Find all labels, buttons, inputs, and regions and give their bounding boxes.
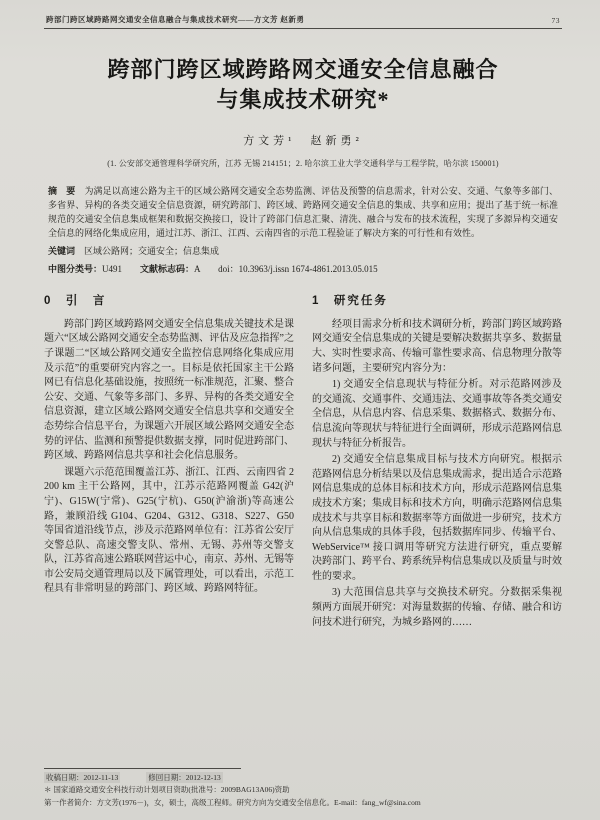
right-paragraph: 2) 交通安全信息集成目标与技术方向研究。根据示范路网信息分析结果以及信息集成需求，提出适合示范路网信息集成的总体目标和技术方向，形成示范路网信息集成技术方案；集成目标和技术方向，明确示范路网信息集成技术与共享目标和数据率等方面做进一步研究，技术方向从信息集成的具体手段，包括数据库同步、传输平台、WebService™ 接口调用等研究方法进行研究，重点要解决跨部门、跨平台、跨系统异构信息集成以及质量与时效性的要求。 — [312, 454, 562, 582]
running-title: 跨部门跨区域跨路网交通安全信息融合与集成技术研究——方文芳 赵新勇 — [46, 15, 305, 24]
left-column — [44, 291, 294, 632]
page-number: 73 — [551, 16, 560, 25]
right-paragraph: 经项目需求分析和技术调研分析，跨部门跨区域跨路网交通安全信息集成的关键是要解决数据共享多、数据量大、实时性要求高、传输可靠性要求高、信息物理分散等诸多问题，主要研究内容分为： — [312, 318, 562, 374]
doi: doi：10.3963/j.issn 1674-4861.2013.05.015 — [218, 264, 378, 275]
clc-value: U491 — [102, 264, 123, 275]
keywords — [48, 245, 558, 259]
paper-title-line2: 与集成技术研究* — [216, 86, 390, 112]
footnote-rule — [44, 768, 241, 769]
author-bio: 第一作者简介：方文芳(1976－)，女，硕士，高级工程师。研究方向为交通安全信息化。E-mail：fang_wf@sina.com — [44, 797, 421, 807]
abstract — [48, 185, 558, 241]
right-column — [312, 291, 562, 632]
section-heading-intro: 0 引 言 — [44, 295, 107, 307]
left-paragraph: 跨部门跨区域跨路网交通安全信息集成关键技术是课题六“区域公路网交通安全态势监测、评估及应急指挥”之子课题二“区域公路网交通安全监控信息网络化集成应用及示范”的重要研究内容之一。目标是依托国家主干公路网已有信息化基础设施，按照统一标准规范，汇聚、整合公安、交通、气象等多部门、多界、异构的各类交通安全信息资源，建立区域公路网交通安全信息共享和交通安全态势综合信息平台，为课题六开展区域公路网交通安全态势的评估、监测和预警提供数据支撑，同时促进跨部门、跨区域、跨路网信息共享和社会化信息服务。 — [44, 318, 294, 462]
right-paragraph: 3) 大范围信息共享与交换技术研究。分数据采集视频两方面展开研究：对海量数据的传输、存储、融合和访问技术进行研究，为城乡路网的…… — [312, 587, 562, 628]
left-paragraph: 课题六示范范围覆盖江苏、浙江、江西、云南四省 2 200 km 主干公路网，其中，江苏示范路网覆盖 G42(沪宁)、G15W(宁常)、G25(宁杭)、G50(沪渝浙)等高速公路，兼顾沿线 G104、G204、G312、G318、S227、G50 等国省道沿线节点，涉及示范路网单位有：江苏省公安厅交警总队、高速交警支队、常州、无锡、苏州等交警支队，江苏省高速公路联网营运中心，南京、苏州、无锡等市公安局交通管理局以及下属管理处，可以看出，示范工程具有非常明显的跨部门、跨区域、跨路网特征。 — [44, 466, 294, 595]
right-paragraph: 1) 交通安全信息现状与特征分析。对示范路网涉及的交通流、交通事件、交通违法、交通事故等各类交通安全信息，从信息内容、信息采集、数据格式、数据分布、信息流向等现状与特征进行全面调研，形成示范路网信息现状与特征分析报告。 — [312, 379, 562, 449]
body-columns — [44, 291, 562, 632]
authors: 方文芳¹ 赵新勇² — [243, 135, 363, 148]
doc-code-value: A — [194, 264, 201, 275]
paper-title-line1: 跨部门跨区域跨路网交通安全信息融合 — [107, 57, 499, 82]
meta-line — [48, 263, 558, 277]
affiliation: (1. 公安部交通管理科学研究所，江苏 无锡 214151；2. 哈尔滨工业大学交通科学与工程学院，哈尔滨 150001) — [107, 159, 499, 169]
footnote-area — [44, 768, 562, 810]
keywords-text: 区域公路网；交通安全；信息集成 — [84, 246, 220, 257]
doc-code-label: 文献标志码： — [140, 264, 195, 275]
clc-label: 中图分类号： — [48, 264, 103, 275]
header-rule — [44, 28, 562, 29]
abstract-label: 摘 要 — [48, 186, 76, 197]
keywords-label: 关键词 — [48, 246, 76, 257]
dates-line — [44, 772, 562, 783]
running-head — [44, 14, 562, 28]
fund-note: ＊ 国家道路交通安全科技行动计划项目资助(批准号：2009BAG13A06)资助 — [44, 785, 290, 794]
revised-date: 修回日期：2012-12-13 — [148, 773, 221, 782]
abstract-text: 为满足以高速公路为主干的区域公路网交通安全态势监测、评估及预警的信息需求，针对公安、交通、气象等多部门、多省界、异构的各类交通安全信息资源，研究跨部门、跨区域、跨路网交通安全信息的集成、共享和应用；提出了基于统一标准规范的交通安全信息集成框架和数据交换接口，设计了跨部门信息汇聚、清洗、融合与发布的技术流程，实现了多源异构交通安全信息的网络化集成应用，通过江苏、浙江、江西、云南四省的示范工程验证了解决方案的可行性和有效性。 — [48, 186, 558, 239]
paper-title — [44, 55, 562, 114]
received-date: 收稿日期：2012-11-13 — [46, 773, 119, 782]
section-heading-tasks: 1 研究任务 — [312, 295, 388, 307]
